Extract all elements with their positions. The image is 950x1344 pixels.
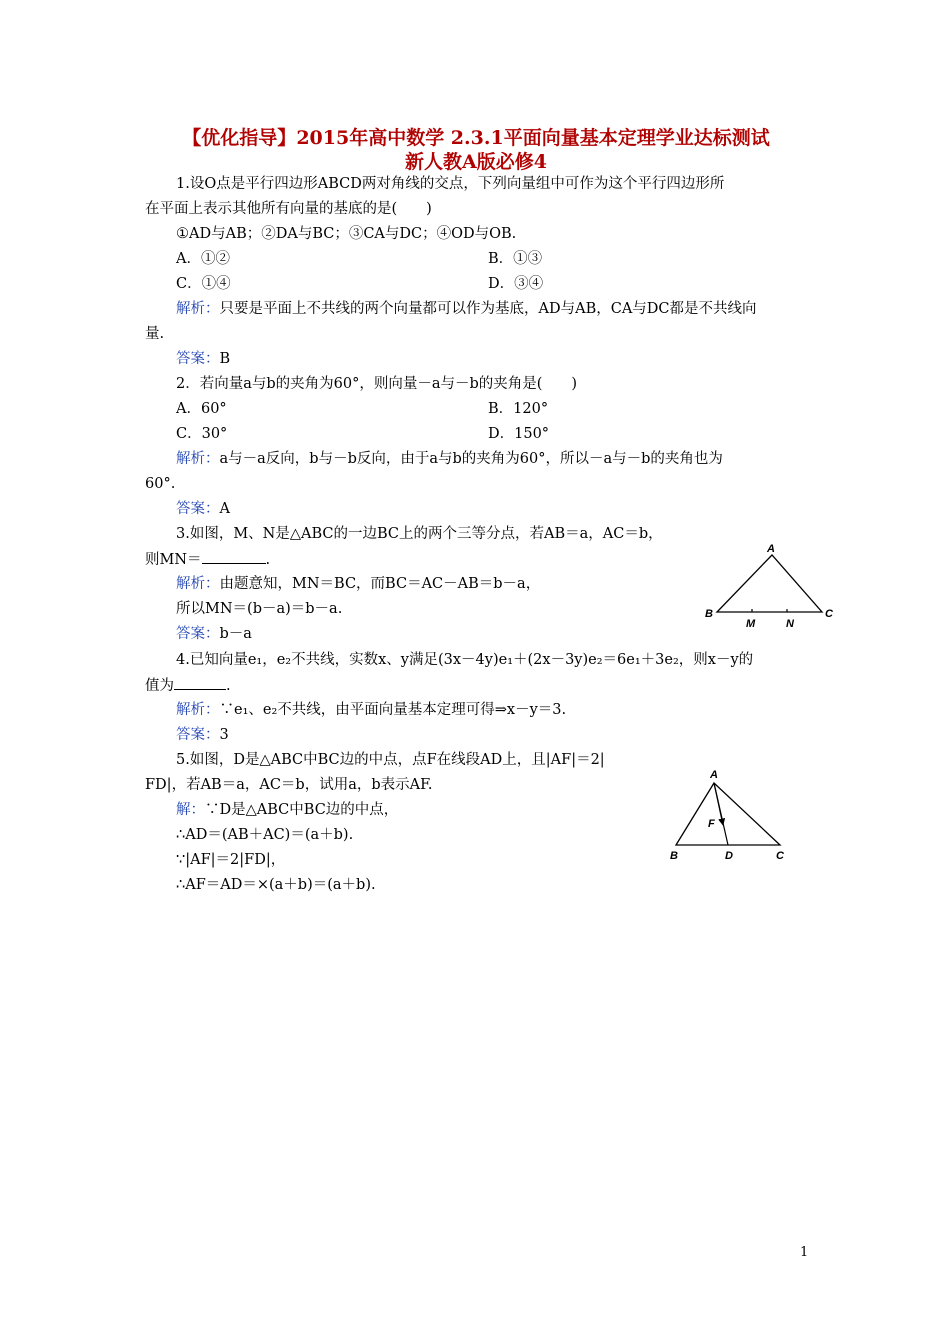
q4-analysis-text: ∵e₁、e₂不共线，由平面向量基本定理可得⇒x－y＝3. [219, 702, 567, 718]
q5-label-f: F [708, 818, 715, 830]
q1-analysis-text: 只要是平面上不共线的两个向量都可以作为基底，AD与AB，CA与DC都是不共线向 [219, 301, 757, 317]
q1-option-a: A．①② [176, 251, 230, 267]
q4-stem-line1: 4.已知向量e₁，e₂不共线，实数x、y满足(3x－4y)e₁＋(2x－3y)e₂＝6e₁＋3e₂，则x－y的 [176, 652, 754, 668]
q5-label-b: B [670, 850, 678, 862]
q3-analysis-label: 解析： [176, 576, 220, 592]
q1-groups: ①AD与AB；②DA与BC；③CA与DC；④OD与OB. [176, 226, 517, 242]
q1-analysis [176, 299, 838, 319]
q2-answer-label: 答案： [176, 501, 220, 517]
q5-label-c: C [776, 850, 784, 862]
q5-triangle-figure [660, 765, 800, 865]
q1-stem-line2: 在平面上表示其他所有向量的基底的是( ) [145, 201, 432, 217]
q1-option-d: D．③④ [488, 276, 544, 292]
q2-option-b: B．120° [488, 401, 549, 417]
q3-triangle-abc [717, 555, 822, 612]
q1-answer-value: B [219, 351, 231, 367]
q1-stem-line1: 1.设O点是平行四边形ABCD两对角线的交点，下列向量组中可作为这个平行四边形所 [176, 176, 725, 192]
q5-solution-line2: ∴AD＝(AB＋AC)＝(a＋b). [176, 827, 354, 843]
q5-stem-line2: FD|，若AB＝a，AC＝b，试用a，b表示AF. [145, 777, 433, 793]
q2-answer [176, 499, 838, 519]
q3-analysis-line2: 所以MN＝(b－a)＝b－a. [176, 601, 343, 617]
q3-label-a: A [767, 543, 775, 555]
q5-triangle-abc [676, 783, 780, 845]
q4-answer [176, 725, 838, 745]
q5-label-d: D [725, 850, 733, 862]
q2-options-row2 [176, 424, 838, 444]
q1-analysis-label: 解析： [176, 301, 220, 317]
q3-triangle-figure [700, 540, 840, 630]
document-subtitle: 新人教A版必修4 [405, 151, 547, 173]
q4-answer-label: 答案： [176, 727, 220, 743]
q3-analysis-text: 由题意知，MN＝BC，而BC＝AC－AB＝b－a， [219, 576, 541, 592]
q4-answer-blank [174, 675, 226, 690]
q2-option-c: C．30° [176, 426, 228, 442]
q1-option-c: C．①④ [176, 276, 231, 292]
q2-analysis-label: 解析： [176, 451, 220, 467]
q4-answer-value: 3 [219, 727, 229, 743]
q5-solution-line1: ∵D是△ABC中BC边的中点， [205, 802, 399, 818]
q3-stem-suffix: . [265, 552, 271, 568]
q3-label-n: N [786, 618, 794, 630]
q1-options-row2 [176, 274, 838, 294]
q2-analysis-text: a与－a反向，b与－b反向，由于a与b的夹角为60°，所以－a与－b的夹角也为 [219, 451, 723, 467]
q4-analysis [176, 700, 838, 720]
q2-option-a: A．60° [176, 401, 227, 417]
title-line1: 2015年高中数学 2.3.1平面向量基本定理学业达标测试 [296, 127, 770, 149]
q4-stem-line2 [145, 675, 807, 696]
q2-option-d: D．150° [488, 426, 550, 442]
q3-answer-value: b－a [219, 626, 252, 642]
q5-label-a: A [710, 769, 718, 781]
q3-label-b: B [705, 608, 713, 620]
q5-solution-label: 解： [176, 802, 205, 818]
q1-answer [176, 349, 838, 369]
q3-label-m: M [746, 618, 756, 630]
q1-option-b: B．①③ [488, 251, 543, 267]
document-title [145, 126, 807, 150]
q5-stem-line1: 5.如图，D是△ABC中BC边的中点，点F在线段AD上，且|AF|＝2| [176, 752, 605, 768]
q3-label-c: C [825, 608, 833, 620]
q5-solution-line4: ∴AF＝AD＝×(a＋b)＝(a＋b). [176, 877, 376, 893]
q4-analysis-label: 解析： [176, 702, 220, 718]
q1-analysis-line2: 量. [145, 326, 165, 342]
q2-options-row1 [176, 399, 838, 419]
q2-answer-value: A [219, 501, 230, 517]
q3-answer-label: 答案： [176, 626, 220, 642]
page-number: 1 [800, 1245, 809, 1260]
q1-options-row1 [176, 249, 838, 269]
title-prefix: 【优化指导】 [182, 127, 297, 149]
q4-stem-prefix: 值为 [145, 678, 174, 694]
q2-stem: 2．若向量a与b的夹角为60°，则向量－a与－b的夹角是( ) [176, 376, 578, 392]
q3-stem-prefix: 则MN＝ [145, 552, 202, 568]
q4-stem-suffix: . [226, 678, 231, 694]
q2-analysis-line2: 60°. [145, 476, 176, 492]
q2-analysis [176, 449, 838, 469]
q5-solution-line3: ∵|AF|＝2|FD|， [176, 852, 286, 868]
q3-stem-line1: 3.如图，M、N是△ABC的一边BC上的两个三等分点，若AB＝a，AC＝b， [176, 526, 663, 542]
q3-answer-blank [202, 549, 266, 564]
q1-answer-label: 答案： [176, 351, 220, 367]
